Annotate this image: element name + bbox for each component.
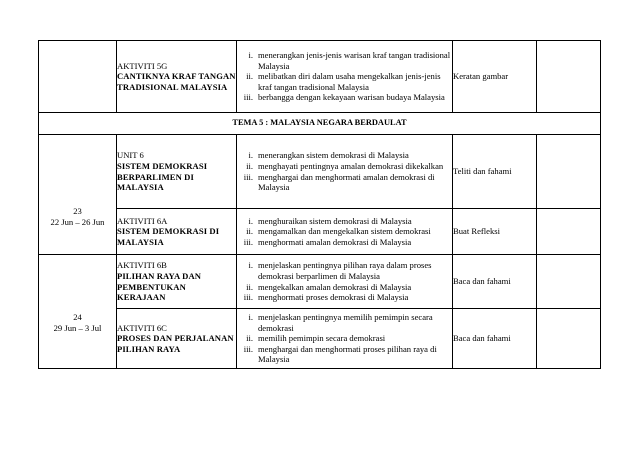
item-number: iii.: [243, 343, 253, 354]
item-number: i.: [248, 312, 253, 323]
item-number: iii.: [243, 236, 253, 247]
unit-title: PROSES DAN PERJALANAN PILIHAN RAYA: [117, 333, 234, 354]
item-text: menghormati amalan demokrasi di Malaysia: [258, 236, 412, 247]
unit-cell: [117, 255, 237, 309]
activity-cell: Baca dan fahami: [453, 309, 537, 369]
activity-cell: Keratan gambar: [453, 41, 537, 113]
list-item: [237, 312, 452, 333]
lesson-plan-table: [38, 40, 601, 369]
unit-code: AKTIVITI 5G: [117, 60, 168, 71]
item-number: iii.: [243, 92, 253, 103]
week-cell: [39, 135, 117, 255]
item-number: ii.: [246, 71, 253, 82]
objectives-list: [237, 216, 452, 248]
item-number: i.: [248, 215, 253, 226]
unit-title: SISTEM DEMOKRASI BERPARLIMEN DI MALAYSIA: [117, 160, 208, 193]
unit-cell: [117, 135, 237, 209]
objectives-cell: [237, 41, 453, 113]
item-text: menerangkan sistem demokrasi di Malaysia: [258, 150, 409, 161]
item-text: menghuraikan sistem demokrasi di Malaysia: [258, 215, 412, 226]
week-cell: [39, 41, 117, 113]
table-row: [39, 135, 601, 209]
list-item: [237, 292, 452, 303]
unit-code: AKTIVITI 6C: [117, 322, 167, 333]
list-item: [237, 333, 452, 344]
item-text: berbangga dengan kekayaan warisan budaya Malaysia: [258, 92, 445, 103]
unit-code: AKTIVITI 6A: [117, 215, 168, 226]
list-item: [237, 50, 452, 71]
table-row: [39, 41, 601, 113]
list-item: [237, 237, 452, 248]
week-date: 29 Jun – 3 Jul: [53, 322, 102, 333]
table-row: [39, 255, 601, 309]
objectives-list: [237, 50, 452, 103]
note-cell: [537, 209, 601, 255]
note-cell: [537, 255, 601, 309]
item-text: menjelaskan pentingnya pilihan raya dalam proses demokrasi berparlimen di Malaysia: [258, 260, 432, 281]
item-text: menghargai dan menghormati proses pilihan raya di Malaysia: [258, 343, 437, 365]
unit-cell: [117, 209, 237, 255]
list-item: [237, 71, 452, 92]
item-number: ii.: [246, 160, 253, 171]
theme-title: TEMA 5 : MALAYSIA NEGARA BERDAULAT: [39, 113, 601, 135]
objectives-cell: [237, 255, 453, 309]
item-number: i.: [248, 50, 253, 61]
item-text: menghormati proses demokrasi di Malaysia: [258, 292, 409, 303]
list-item: [237, 92, 452, 103]
item-number: i.: [248, 150, 253, 161]
item-number: i.: [248, 260, 253, 271]
theme-row: [39, 113, 601, 135]
activity-cell: Buat Refleksi: [453, 209, 537, 255]
item-number: ii.: [246, 226, 253, 237]
note-cell: [537, 309, 601, 369]
week-number: 24: [73, 311, 82, 322]
activity-cell: Teliti dan fahami: [453, 135, 537, 209]
objectives-cell: [237, 309, 453, 369]
note-cell: [537, 41, 601, 113]
item-number: ii.: [246, 281, 253, 292]
item-text: mengekalkan amalan demokrasi di Malaysia: [258, 281, 412, 292]
item-number: iii.: [243, 292, 253, 303]
objectives-list: [237, 312, 452, 365]
unit-code: AKTIVITI 6B: [117, 260, 167, 271]
unit-title: CANTIKNYA KRAF TANGAN TRADISIONAL MALAYSIA: [117, 71, 236, 92]
objectives-cell: [237, 209, 453, 255]
unit-cell: [117, 41, 237, 113]
item-text: mengamalkan dan mengekalkan sistem demokrasi: [258, 226, 431, 237]
unit-cell: [117, 309, 237, 369]
activity-cell: Baca dan fahami: [453, 255, 537, 309]
week-cell: [39, 255, 117, 369]
objectives-cell: [237, 135, 453, 209]
item-text: menghargai dan menghormati amalan demokrasi di Malaysia: [258, 171, 435, 193]
list-item: [237, 260, 452, 281]
item-text: menghayati pentingnya amalan demokrasi dikekalkan: [258, 160, 444, 171]
item-number: iii.: [243, 171, 253, 182]
unit-title: PILIHAN RAYA DAN PEMBENTUKAN KERAJAAN: [117, 270, 202, 303]
objectives-list: [237, 150, 452, 192]
item-number: ii.: [246, 333, 253, 344]
list-item: [237, 216, 452, 227]
week-date: 22 Jun – 26 Jun: [50, 216, 105, 227]
item-text: memilih pemimpin secara demokrasi: [258, 333, 386, 344]
item-text: melibatkan diri dalam usaha mengekalkan jenis-jenis kraf tangan tradisional Malaysia: [258, 71, 441, 92]
list-item: [237, 282, 452, 293]
unit-code: UNIT 6: [117, 150, 144, 161]
item-text: menerangkan jenis-jenis warisan kraf tangan tradisional Malaysia: [258, 50, 451, 71]
objectives-list: [237, 260, 452, 302]
list-item: [237, 150, 452, 161]
week-number: 23: [73, 205, 82, 216]
unit-title: SISTEM DEMOKRASI DI MALAYSIA: [117, 226, 220, 247]
list-item: [237, 161, 452, 172]
list-item: [237, 344, 452, 365]
table-row: [39, 309, 601, 369]
list-item: [237, 226, 452, 237]
note-cell: [537, 135, 601, 209]
item-text: menjelaskan pentingnya memilih pemimpin secara demokrasi: [258, 312, 433, 333]
table-row: [39, 209, 601, 255]
list-item: [237, 172, 452, 193]
